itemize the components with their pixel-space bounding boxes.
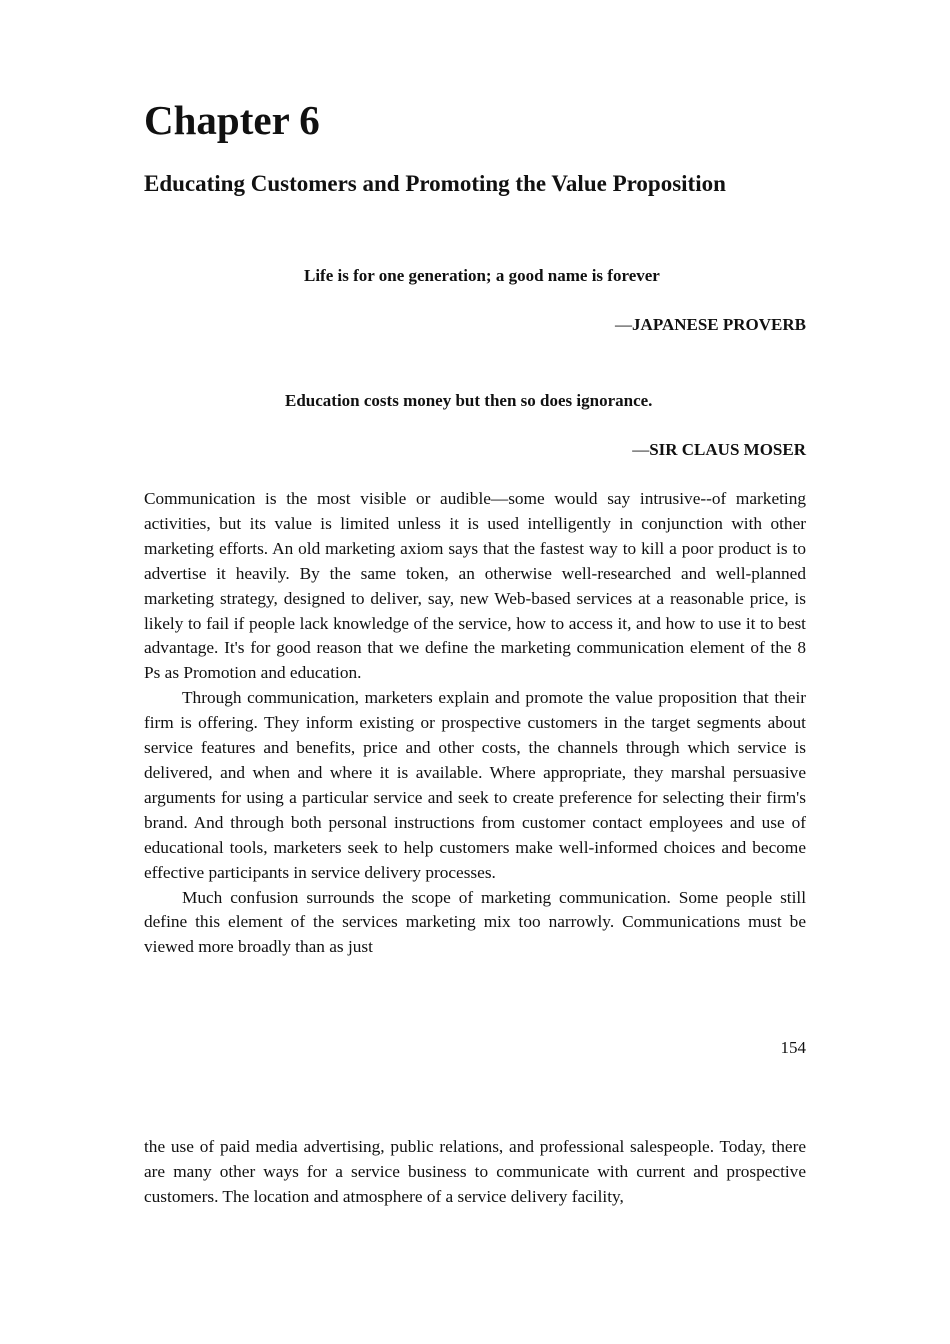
- epigraph-2-attribution: [632, 438, 806, 462]
- epigraph-1-text: Life is for one generation; a good name is forever: [304, 266, 660, 285]
- epigraph-2-text: Education costs money but then so does ignorance.: [285, 391, 653, 410]
- attribution-name: JAPANESE PROVERB: [632, 315, 806, 334]
- epigraph-1-attribution: [615, 313, 806, 337]
- chapter-title: Chapter 6: [144, 97, 320, 143]
- em-dash: —: [632, 440, 650, 459]
- body-paragraph-3: Much confusion surrounds the scope of marketing communication. Some people still define this element of the services marketing mix too narrowly. Communications must be viewed more broadly than as just: [144, 887, 806, 957]
- chapter-subtitle: Educating Customers and Promoting the Value Proposition: [144, 171, 726, 196]
- body-paragraph-2: Through communication, marketers explain and promote the value proposition that their firm is offering. They inform existing or prospective customers in the target segments about service features and benefits, price and other costs, the channels through which service is delivered, and when and where it is available. Where appropriate, they marshal persuasive arguments for using a particular service and seek to create preference for selecting their firm's brand. And through both personal instructions from customer contact employees and use of educational tools, marketers seek to help customers make well-informed choices and become effective participants in service delivery processes.: [144, 688, 806, 882]
- next-page-text: [144, 1135, 806, 1210]
- attribution-name: SIR CLAUS MOSER: [649, 440, 806, 459]
- body-paragraph-1: Communication is the most visible or audible—some would say intrusive--of marketing activities, but its value is limited unless it is used intelligently in conjunction with other marketing efforts. An old marketing axiom says that the fastest way to kill a poor product is to advertise it heavily. By the same token, an otherwise well-researched and well-planned marketing strategy, designed to deliver, say, new Web-based services at a reasonable price, is likely to fail if people lack knowledge of the service, how to access it, and how to use it to best advantage. It's for good reason that we define the marketing communication element of the 8 Ps as Promotion and education.: [144, 489, 806, 683]
- continuation-paragraph: the use of paid media advertising, public relations, and professional salespeople. Today, there are many other ways for a service business to communicate with current and prospective customers. The location and atmosphere of a service delivery facility,: [144, 1137, 806, 1206]
- body-text: [144, 487, 806, 960]
- page-number: 154: [780, 1038, 806, 1057]
- em-dash: —: [615, 315, 633, 334]
